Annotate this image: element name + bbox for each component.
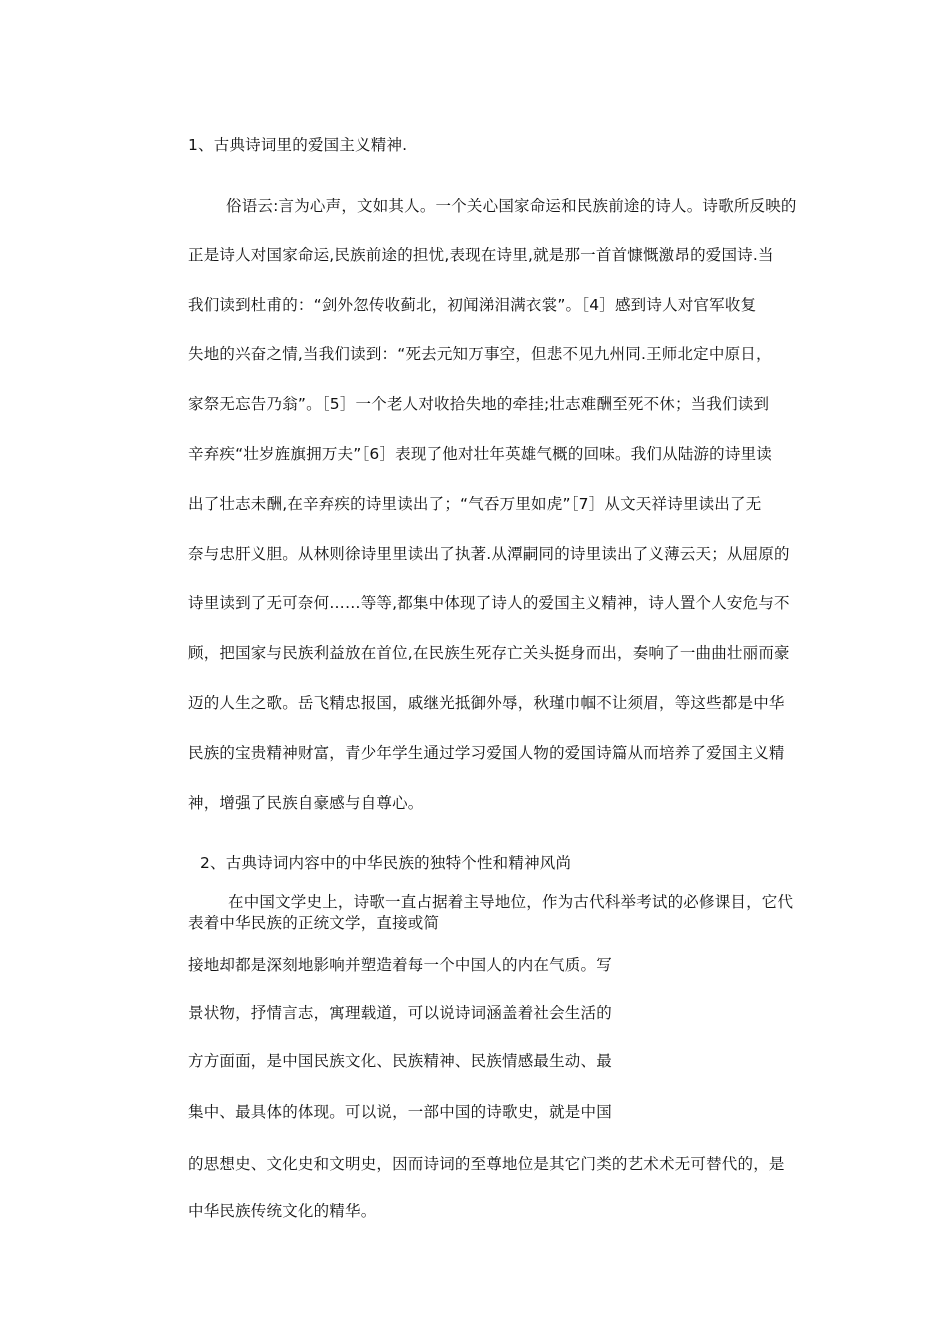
paragraph-1-line: 俗语云:言为心声，文如其人。一个关心国家命运和民族前途的诗人。诗歌所反映的: [226, 197, 797, 215]
paragraph-1-line: 神，增强了民族自豪感与自尊心。: [188, 794, 424, 812]
paragraph-1-line: 出了壮志未酬,在辛弃疾的诗里读出了；“气吞万里如虎”［7］从文天祥诗里读出了无: [188, 495, 762, 513]
paragraph-1-line: 失地的兴奋之情,当我们读到：“死去元知万事空，但悲不见九州同.王师北定中原日，: [188, 345, 772, 363]
paragraph-1-line: 正是诗人对国家命运,民族前途的担忧,表现在诗里,就是那一首首慷慨激昂的爱国诗.当: [188, 246, 774, 264]
paragraph-2-line: 景状物，抒情言志，寓理载道，可以说诗词涵盖着社会生活的: [188, 1004, 612, 1022]
paragraph-2-line: 集中、最具体的体现。可以说，一部中国的诗歌史，就是中国: [188, 1103, 612, 1121]
paragraph-2-line: 接地却都是深刻地影响并塑造着每一个中国人的内在气质。写: [188, 956, 612, 974]
paragraph-1-line: 辛弃疾“壮岁旌旗拥万夫”［6］表现了他对壮年英雄气概的回味。我们从陆游的诗里读: [188, 445, 772, 463]
paragraph-1-line: 我们读到杜甫的：“剑外忽传收蓟北，初闻涕泪满衣裳”。［4］感到诗人对官军收复: [188, 296, 757, 314]
section-1-heading: 1、古典诗词里的爱国主义精神.: [188, 136, 408, 154]
paragraph-1-line: 奈与忠肝义胆。从林则徐诗里里读出了执著.从潭嗣同的诗里读出了义薄云天；从屈原的: [188, 545, 790, 563]
paragraph-2-line: 方方面面，是中国民族文化、民族精神、民族情感最生动、最: [188, 1052, 612, 1070]
paragraph-2-line: 表着中华民族的正统文学，直接或简: [188, 914, 440, 932]
paragraph-1-line: 顾，把国家与民族利益放在首位,在民族生死存亡关头挺身而出，奏响了一曲曲壮丽而豪: [188, 644, 790, 662]
section-2-heading: 2、古典诗词内容中的中华民族的独特个性和精神风尚: [200, 854, 572, 872]
paragraph-1-line: 民族的宝贵精神财富，青少年学生通过学习爱国人物的爱国诗篇从而培养了爱国主义精: [188, 744, 785, 762]
paragraph-2-line: 的思想史、文化史和文明史，因而诗词的至尊地位是其它门类的艺术术无可替代的，是: [188, 1155, 785, 1173]
paragraph-1-line: 家祭无忘告乃翁”。［5］一个老人对收拾失地的牵挂;壮志难酬至死不休；当我们读到: [188, 395, 770, 413]
paragraph-1-line: 诗里读到了无可奈何……等等,都集中体现了诗人的爱国主义精神，诗人置个人安危与不: [188, 594, 790, 612]
paragraph-1-line: 迈的人生之歌。岳飞精忠报国，戚继光抵御外辱，秋瑾巾帼不让须眉，等这些都是中华: [188, 694, 785, 712]
paragraph-2-line: 在中国文学史上，诗歌一直占据着主导地位，作为古代科举考试的必修课目，它代: [228, 893, 794, 911]
paragraph-2-line: 中华民族传统文化的精华。: [188, 1202, 377, 1220]
